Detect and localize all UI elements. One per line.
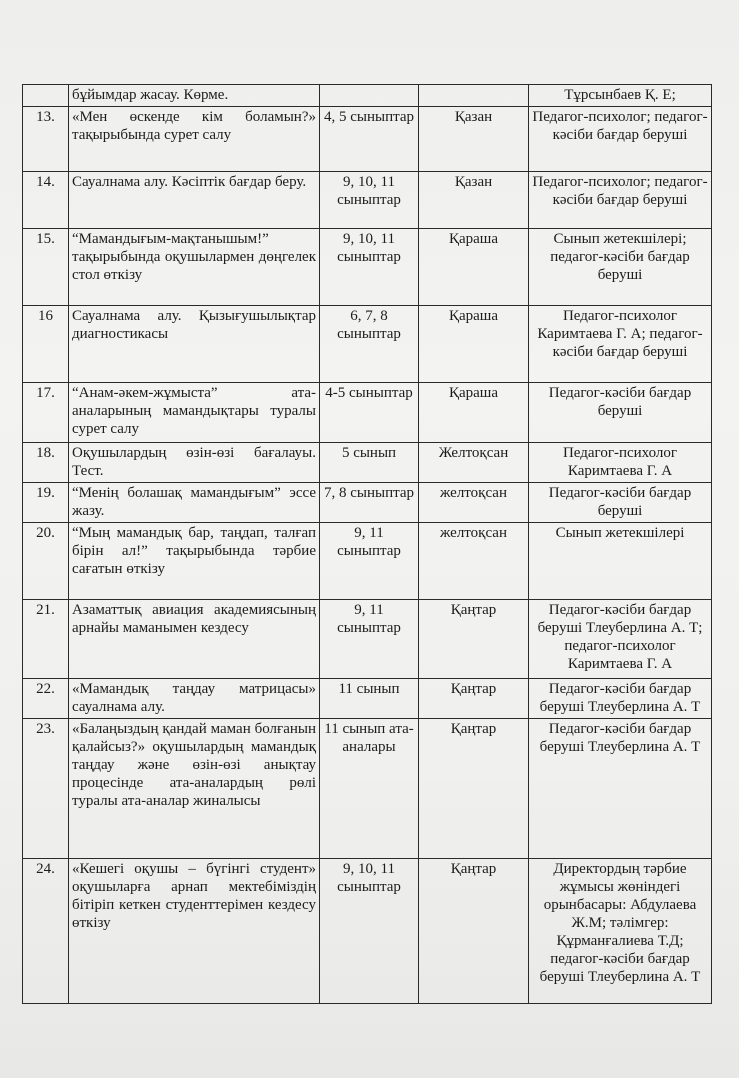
classes-cell: 9, 11 сыныптар (320, 600, 419, 679)
classes-cell: 9, 10, 11 сыныптар (320, 229, 419, 306)
responsible-cell: Тұрсынбаев Қ. Е; (529, 85, 712, 107)
month-cell: Желтоқсан (419, 443, 529, 483)
classes-cell: 11 сынып (320, 679, 419, 719)
classes-cell: 5 сынып (320, 443, 419, 483)
row-number: 23. (23, 719, 69, 859)
classes-cell: 9, 10, 11 сыныптар (320, 859, 419, 1004)
responsible-cell: Педагог-психолог Каримтаева Г. А; педагог-кәсіби бағдар беруші (529, 306, 712, 383)
row-number: 22. (23, 679, 69, 719)
responsible-cell: Педагог-кәсіби бағдар беруші (529, 383, 712, 443)
classes-cell: 4, 5 сыныптар (320, 107, 419, 172)
month-cell: Қараша (419, 383, 529, 443)
event-cell: «Мен өскенде кім боламын?» тақырыбында сурет салу (69, 107, 320, 172)
event-cell: бұйымдар жасау. Көрме. (69, 85, 320, 107)
responsible-cell: Педагог-психолог; педагог-кәсіби бағдар беруші (529, 172, 712, 229)
responsible-cell: Педагог-психолог; педагог-кәсіби бағдар беруші (529, 107, 712, 172)
responsible-cell: Сынып жетекшілері; педагог-кәсіби бағдар беруші (529, 229, 712, 306)
row-number (23, 85, 69, 107)
table-row (23, 85, 712, 107)
table-row (23, 483, 712, 523)
month-cell: Қазан (419, 107, 529, 172)
table-row (23, 107, 712, 172)
row-number: 18. (23, 443, 69, 483)
month-cell: Қаңтар (419, 719, 529, 859)
table-row (23, 383, 712, 443)
row-number: 17. (23, 383, 69, 443)
responsible-cell: Педагог-кәсіби бағдар беруші Тлеуберлина А. Т (529, 719, 712, 859)
career-guidance-plan-table (22, 84, 712, 1004)
table-row (23, 306, 712, 383)
event-cell: “Мың мамандық бар, таңдап, талғап бірін ал!” тақырыбында тәрбие сағатын өткізу (69, 523, 320, 600)
event-cell: Азаматтық авиация академиясының арнайы маманымен кездесу (69, 600, 320, 679)
table-row (23, 443, 712, 483)
row-number: 19. (23, 483, 69, 523)
responsible-cell: Сынып жетекшілері (529, 523, 712, 600)
month-cell: желтоқсан (419, 483, 529, 523)
table-row (23, 172, 712, 229)
table-row (23, 679, 712, 719)
table-row (23, 229, 712, 306)
event-cell: «Кешегі оқушы – бүгінгі студент» оқушыларға арнап мектебіміздің бітіріп кеткен студенттерімен кездесу өткізу (69, 859, 320, 1004)
month-cell: Қаңтар (419, 600, 529, 679)
responsible-cell: Педагог-кәсіби бағдар беруші Тлеуберлина А. Т; педагог-психолог Каримтаева Г. А (529, 600, 712, 679)
row-number: 24. (23, 859, 69, 1004)
table-row (23, 523, 712, 600)
classes-cell: 9, 10, 11 сыныптар (320, 172, 419, 229)
month-cell: Қараша (419, 306, 529, 383)
classes-cell: 4-5 сыныптар (320, 383, 419, 443)
row-number: 14. (23, 172, 69, 229)
event-cell: Сауалнама алу. Кәсіптік бағдар беру. (69, 172, 320, 229)
month-cell: Қараша (419, 229, 529, 306)
table-row (23, 600, 712, 679)
row-number: 16 (23, 306, 69, 383)
responsible-cell: Педагог-психолог Каримтаева Г. А (529, 443, 712, 483)
responsible-cell: Педагог-кәсіби бағдар беруші Тлеуберлина А. Т (529, 679, 712, 719)
classes-cell: 11 сынып ата-аналары (320, 719, 419, 859)
month-cell: Қазан (419, 172, 529, 229)
event-cell: «Мамандық таңдау матрицасы» сауалнама алу. (69, 679, 320, 719)
event-cell: Оқушылардың өзін-өзі бағалауы. Тест. (69, 443, 320, 483)
classes-cell (320, 85, 419, 107)
row-number: 21. (23, 600, 69, 679)
row-number: 13. (23, 107, 69, 172)
month-cell: желтоқсан (419, 523, 529, 600)
responsible-cell: Директордың тәрбие жұмысы жөніндегі орынбасары: Абдулаева Ж.М; тәлімгер: Құрманғалиева Т.Д; педагог-кәсіби бағдар беруші Тлеуберлина А. Т (529, 859, 712, 1004)
classes-cell: 7, 8 сыныптар (320, 483, 419, 523)
event-cell: «Балаңыздың қандай маман болғанын қалайсыз?» оқушылардың мамандық таңдау және өзін-өзі анықтау процесінде ата-аналардың рөлі туралы ата-аналар жиналысы (69, 719, 320, 859)
classes-cell: 9, 11 сыныптар (320, 523, 419, 600)
table-row (23, 859, 712, 1004)
responsible-cell: Педагог-кәсіби бағдар беруші (529, 483, 712, 523)
row-number: 15. (23, 229, 69, 306)
table-row (23, 719, 712, 859)
month-cell: Қаңтар (419, 859, 529, 1004)
event-cell: “Менің болашақ мамандығым” эссе жазу. (69, 483, 320, 523)
row-number: 20. (23, 523, 69, 600)
event-cell: “Анам-әкем-жұмыста” ата-аналарының мамандықтары туралы сурет салу (69, 383, 320, 443)
classes-cell: 6, 7, 8 сыныптар (320, 306, 419, 383)
event-cell: “Мамандығым-мақтанышым!” тақырыбында оқушылармен дөңгелек стол өткізу (69, 229, 320, 306)
month-cell (419, 85, 529, 107)
event-cell: Сауалнама алу. Қызығушылықтар диагностикасы (69, 306, 320, 383)
month-cell: Қаңтар (419, 679, 529, 719)
